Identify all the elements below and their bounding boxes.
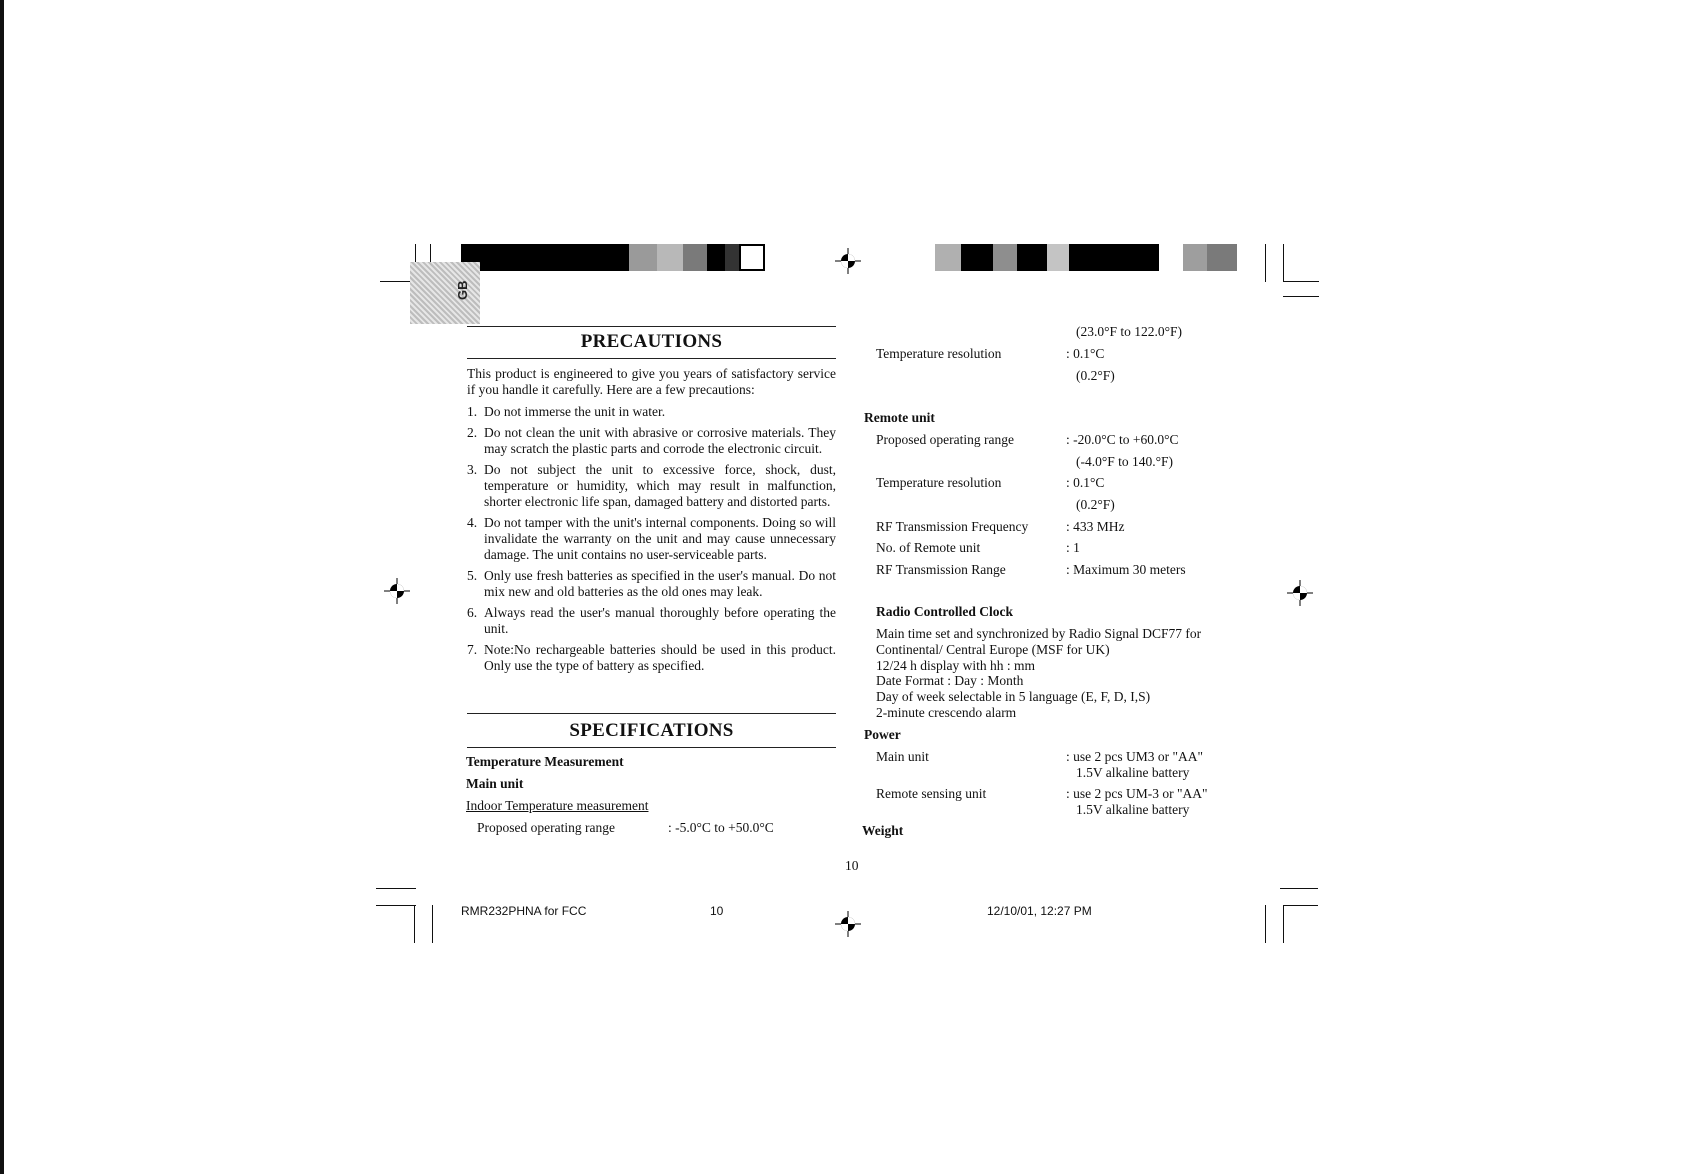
section-rule (467, 326, 836, 327)
indoor-range-fahrenheit: (23.0°F to 122.0°F) (1076, 324, 1183, 339)
remote-resolution-fahrenheit: (0.2°F) (1076, 497, 1115, 512)
rf-range-label: RF Transmission Range (876, 562, 1006, 577)
precautions-title: PRECAUTIONS (580, 331, 723, 352)
registration-mark-icon (835, 248, 861, 274)
section-rule (467, 747, 836, 748)
crop-mark (1265, 244, 1266, 282)
rcc-line: Date Format : Day : Month (876, 673, 1024, 688)
crop-mark (1283, 281, 1319, 282)
list-item: 5. Only use fresh batteries as specified in the user's manual. Do not mix new and old batteries as the old ones may leak. (467, 568, 836, 599)
rf-frequency-value: : 433 MHz (1066, 519, 1125, 534)
remote-resolution-label: Temperature resolution (876, 475, 1002, 490)
page-number: 10 (845, 858, 859, 873)
power-remote-value: : use 2 pcs UM-3 or "AA" (1066, 786, 1208, 801)
crop-mark (414, 905, 415, 943)
crop-mark (1265, 905, 1266, 943)
remote-count-value: : 1 (1066, 540, 1080, 555)
temp-measurement-heading: Temperature Measurement (466, 754, 624, 769)
list-item: 6. Always read the user's manual thoroughly before operating the unit. (467, 605, 836, 636)
specifications-title: SPECIFICATIONS (569, 720, 734, 741)
footer-timestamp: 12/10/01, 12:27 PM (987, 904, 1092, 918)
section-rule (467, 713, 836, 714)
power-remote-label: Remote sensing unit (876, 786, 987, 801)
crop-mark (432, 905, 433, 943)
tone-bar-left (461, 244, 767, 271)
remote-range-value: : -20.0°C to +60.0°C (1066, 432, 1179, 447)
power-remote-value-cont: 1.5V alkaline battery (1076, 802, 1190, 817)
crop-mark (376, 905, 416, 906)
rcc-line: Main time set and synchronized by Radio Signal DCF77 for (876, 626, 1202, 641)
crop-mark (1283, 244, 1284, 282)
indoor-resolution-label: Temperature resolution (876, 346, 1002, 361)
power-main-label: Main unit (876, 749, 929, 764)
registration-mark-icon (835, 911, 861, 937)
precautions-list (467, 404, 836, 679)
section-rule (467, 358, 836, 359)
rcc-line: 2-minute crescendo alarm (876, 705, 1017, 720)
registration-mark-icon (1287, 580, 1313, 606)
power-heading: Power (864, 727, 901, 742)
registration-mark-icon (384, 578, 410, 604)
indoor-heading: Indoor Temperature measurement (466, 798, 649, 813)
list-item: 1. Do not immerse the unit in water. (467, 404, 666, 419)
rcc-heading: Radio Controlled Clock (876, 604, 1014, 619)
indoor-resolution-fahrenheit: (0.2°F) (1076, 368, 1115, 383)
indoor-range-label: Proposed operating range (477, 820, 615, 835)
indoor-range-value: : -5.0°C to +50.0°C (668, 820, 774, 835)
scan-edge (0, 0, 4, 1174)
list-item: 7. Note:No rechargeable batteries should be used in this product. Only use the type of battery as specified. (467, 642, 836, 673)
remote-count-label: No. of Remote unit (876, 540, 981, 555)
crop-mark (1280, 888, 1318, 889)
remote-range-fahrenheit: (-4.0°F to 140.°F) (1076, 454, 1174, 469)
list-item: 4. Do not tamper with the unit's internal components. Doing so will invalidate the warranty on the unit and may cause unnecessary damage. The unit contains no user-serviceable parts. (467, 515, 836, 562)
crop-mark (1283, 905, 1284, 943)
footer-doc-name: RMR232PHNA for FCC (461, 904, 587, 918)
main-unit-heading: Main unit (466, 776, 524, 791)
crop-mark (1283, 905, 1318, 906)
power-main-value: : use 2 pcs UM3 or "AA" (1066, 749, 1204, 764)
language-tab-label: GB (455, 280, 470, 300)
remote-resolution-value: : 0.1°C (1066, 475, 1105, 490)
crop-mark (376, 888, 416, 889)
remote-range-label: Proposed operating range (876, 432, 1014, 447)
tone-bar-right (935, 244, 1237, 271)
footer-page: 10 (710, 904, 724, 918)
rcc-line: Continental/ Central Europe (MSF for UK) (876, 642, 1110, 657)
indoor-resolution-value: : 0.1°C (1066, 346, 1105, 361)
rcc-line: Day of week selectable in 5 language (E, F, D, I,S) (876, 689, 1151, 704)
power-main-value-cont: 1.5V alkaline battery (1076, 765, 1190, 780)
list-item: 2. Do not clean the unit with abrasive or corrosive materials. They may scratch the plastic parts and corrode the electronic circuit. (467, 425, 836, 456)
rf-frequency-label: RF Transmission Frequency (876, 519, 1029, 534)
list-item: 3. Do not subject the unit to excessive force, shock, dust, temperature or humidity, which may result in malfunction, shorter electronic life span, damaged battery and distorted parts. (467, 462, 836, 509)
remote-unit-heading: Remote unit (864, 410, 935, 425)
weight-heading: Weight (862, 823, 904, 838)
precautions-intro: This product is engineered to give you years of satisfactory service if you handle it carefully. Here are a few precautions: (467, 366, 836, 397)
rf-range-value: : Maximum 30 meters (1066, 562, 1186, 577)
crop-mark (1283, 296, 1319, 297)
rcc-line: 12/24 h display with hh : mm (876, 658, 1036, 673)
